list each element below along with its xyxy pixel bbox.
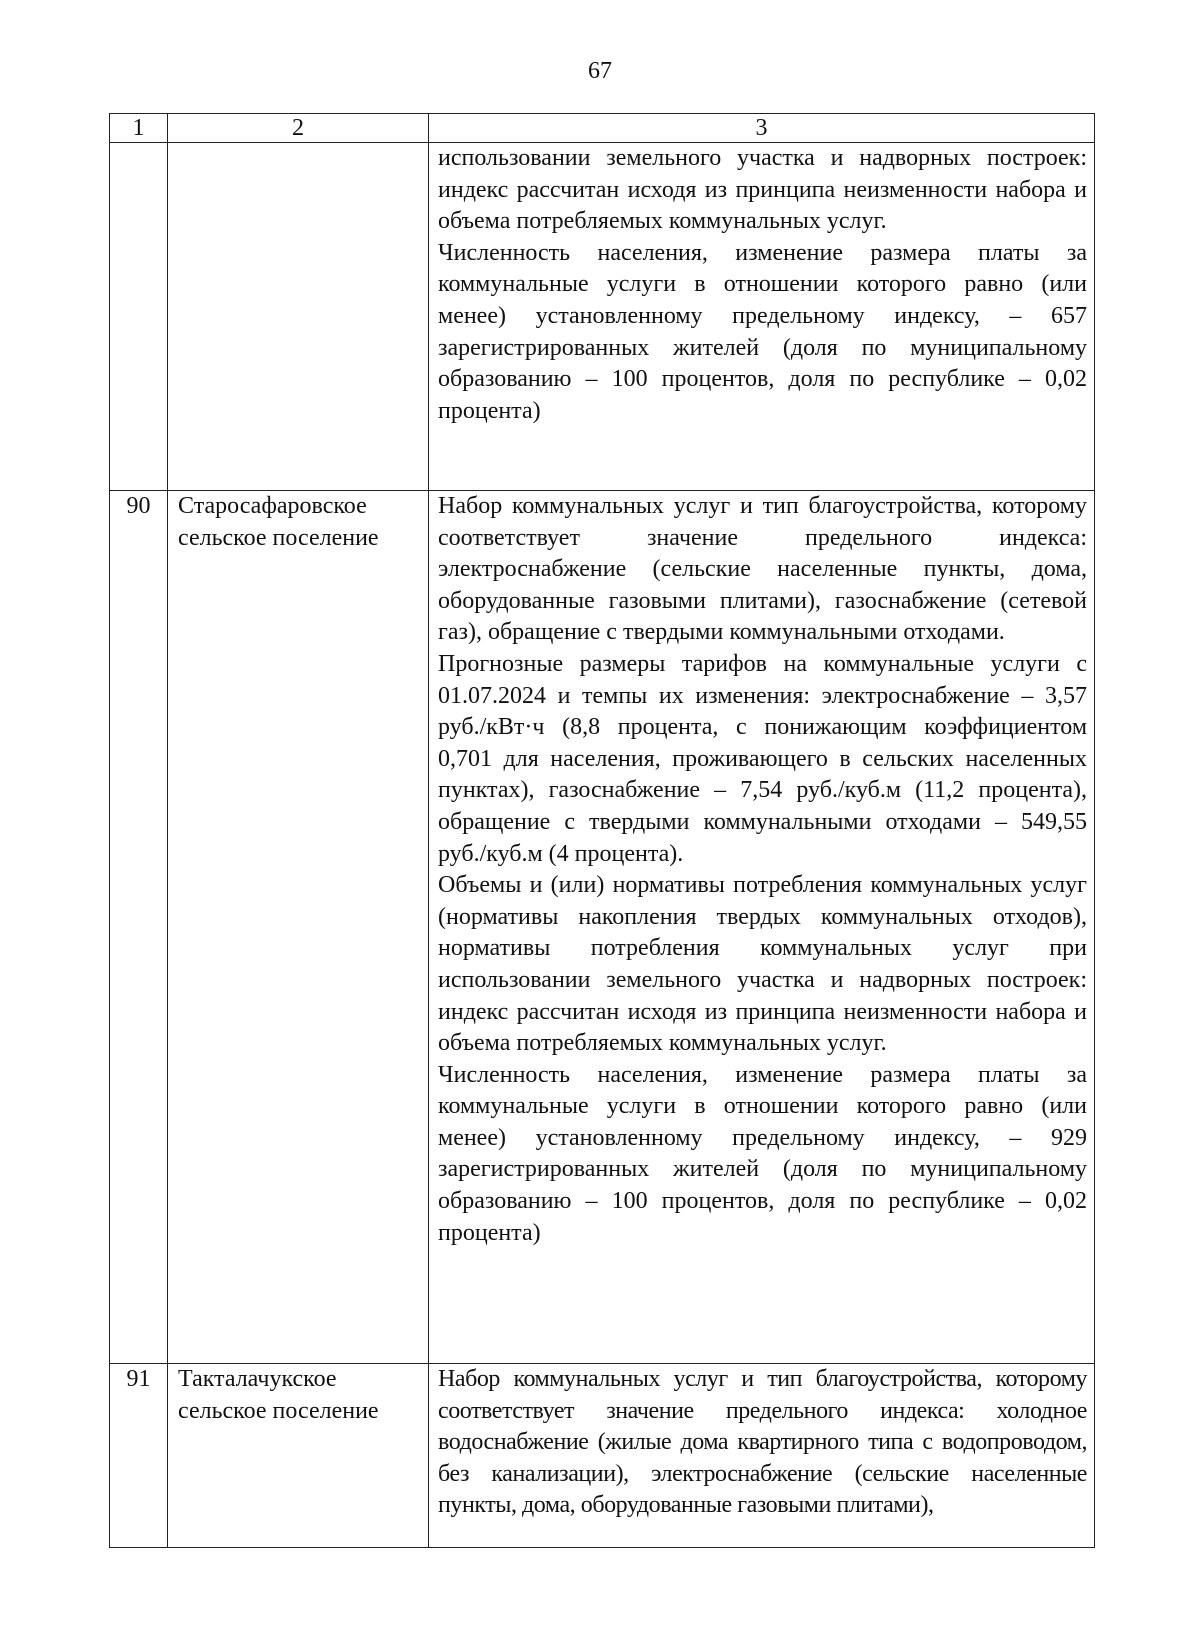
description-paragraph: Численность населения, изменение размера платы за коммунальные услуги в отношении которого равно (или менее) установленному предельному индексу, – 929 зарегистрированных жителей (доля по муниципальному образованию – 100 процентов, доля по республике – 0,02 процента)	[438, 1061, 1087, 1246]
table-row	[110, 1364, 1095, 1548]
header-col-3: 3	[429, 114, 1095, 143]
description-paragraph: использовании земельного участка и надворных построек: индекс рассчитан исходя из принципа неизменности набора и объема потребляемых коммунальных услуг.	[438, 145, 1087, 235]
description-paragraph: Прогнозные размеры тарифов на коммунальные услуги с 01.07.2024 и темпы их изменения: электроснабжение – 3,57 руб./кВт·ч (8,8 процента, с понижающим коэффициентом 0,701 для населения, проживающего в сельских населенных пунктах), газоснабжение – 7,54 руб./куб.м (11,2 процента), обращение с твердыми коммунальными отходами – 549,55 руб./куб.м (4 процента).	[438, 650, 1087, 867]
description-paragraph: Набор коммунальных услуг и тип благоустройства, которому соответствует значение предельного индекса: электроснабжение (сельские населенные пункты, дома, оборудованные газовыми плитами), газоснабжение (сетевой газ), обращение с твердыми коммунальными отходами.	[438, 493, 1087, 646]
row-number-cell	[110, 143, 168, 491]
table-header-row	[110, 114, 1095, 143]
header-col-1: 1	[110, 114, 168, 143]
description-paragraph: Объемы и (или) нормативы потребления коммунальных услуг (нормативы накопления твердых коммунальных отходов), нормативы потребления коммунальных услуг при использовании земельного участка и надворных построек: индекс рассчитан исходя из принципа неизменности набора и объема потребляемых коммунальных услуг.	[438, 872, 1087, 1057]
tariff-index-table	[109, 113, 1095, 1548]
description-cell	[429, 1364, 1095, 1548]
description-cell	[429, 143, 1095, 491]
description-paragraph: Набор коммунальных услуг и тип благоустройства, которому соответствует значение предельного индекса: холодное водоснабжение (жилые дома квартирного типа с водопроводом, без канализации), электроснабжение (сельские населенные пункты, дома, оборудованные газовыми плитами),	[438, 1366, 1087, 1519]
description-paragraph: Численность населения, изменение размера платы за коммунальные услуги в отношении которого равно (или менее) установленному предельному индексу, – 657 зарегистрированных жителей (доля по муниципальному образованию – 100 процентов, доля по республике – 0,02 процента)	[438, 239, 1087, 424]
table-row	[110, 491, 1095, 1364]
header-col-2: 2	[168, 114, 429, 143]
settlement-name-cell: Старосафаровское сельское поселение	[168, 491, 429, 1364]
settlement-name-cell	[168, 143, 429, 491]
row-number-cell: 90	[110, 491, 168, 1364]
row-number-cell: 91	[110, 1364, 168, 1548]
settlement-name-cell: Такталачукское сельское поселение	[168, 1364, 429, 1548]
table-row-continuation	[110, 143, 1095, 491]
page-number: 67	[588, 58, 612, 84]
description-cell	[429, 491, 1095, 1364]
